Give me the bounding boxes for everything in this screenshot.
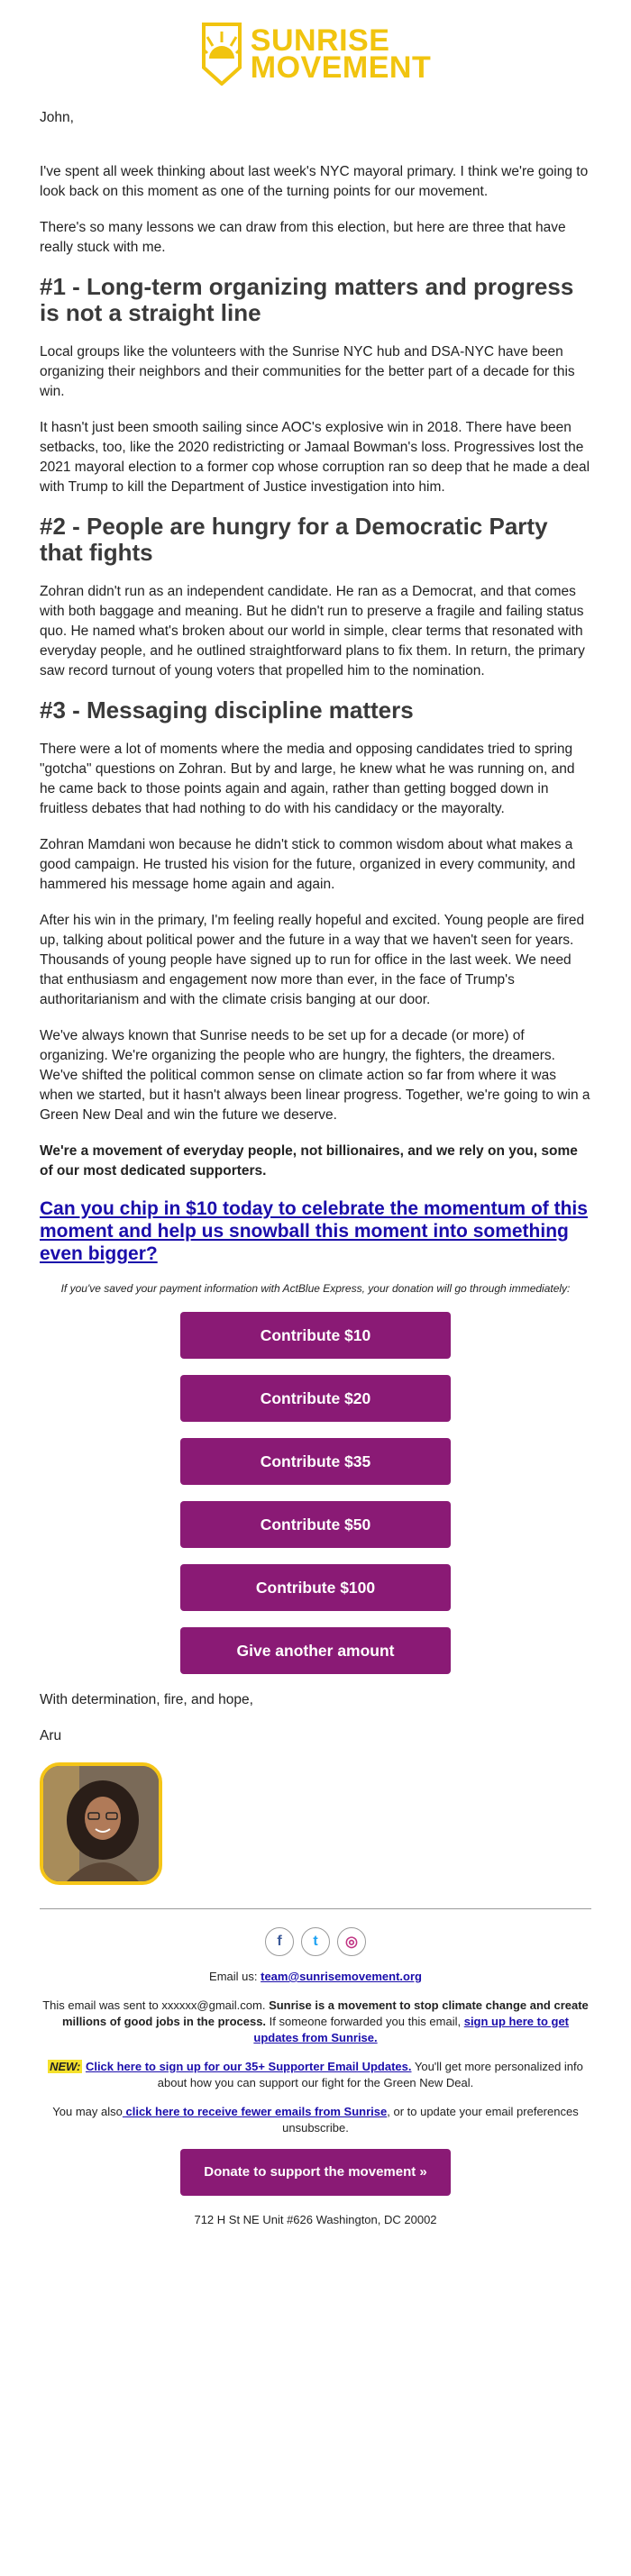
instagram-icon[interactable] — [337, 1927, 366, 1956]
section-3-paragraph: After his win in the primary, I'm feeling really hopeful and excited. Young people are fired up, talking about political power and the future in a way that we haven't seen for years. Thousands of young people have signed up to run for office in the last week. We need that enthusiasm and engagement now more than ever, in the face of Trump's authoritarianism and with the climate crisis banging at our door. — [40, 913, 585, 1007]
mission-text: Sunrise is a movement to stop climate change and create millions of good jobs in the process. — [61, 1998, 589, 2028]
header-logo[interactable] — [40, 0, 591, 108]
greeting: John, — [40, 110, 74, 125]
section-1-heading: #1 - Long-term organizing matters and progress is not a straight line — [40, 273, 574, 326]
section-3-paragraph: There were a lot of moments where the media and opposing candidates tried to spring "gotcha" questions on Zohran. But by and large, he knew what he was running on, and he came back to those points again and again, rather than getting bogged down in fruitless debates that had nothing to do with his candidacy or the mayoralty. — [40, 742, 575, 816]
signer-avatar — [40, 1762, 162, 1885]
donation-ask-link[interactable]: Can you chip in $10 today to celebrate the momentum of this moment and help us snowball this moment into something even bigger? — [40, 1198, 588, 1264]
contribute-35-button[interactable]: Contribute $35 — [180, 1438, 451, 1485]
email-body — [40, 0, 591, 2228]
supporter-updates-text: You'll get more personalized info about how you can support our fight for the Green New Deal. — [157, 2060, 583, 2089]
give-another-amount-button[interactable]: Give another amount — [180, 1627, 451, 1674]
new-badge: NEW: — [50, 2060, 81, 2073]
footer-email — [40, 1969, 591, 1985]
section-3-paragraph: Zohran Mamdani won because he didn't stick to common wisdom about what makes a good campaign. He trusted his vision for the future, organized in every community, and hammered his message home again and again. — [40, 837, 576, 892]
sent-to-text: This email was sent to xxxxxx@gmail.com. — [42, 1998, 270, 2012]
footer-fewer-emails — [40, 2104, 591, 2136]
instagram-glyph: ◎ — [345, 1934, 358, 1950]
fewer-pre-text: You may also — [52, 2105, 123, 2118]
mailing-address: 712 H St NE Unit #626 Washington, DC 20002 — [194, 2213, 437, 2226]
contribute-10-button[interactable]: Contribute $10 — [180, 1312, 451, 1359]
section-1-paragraph: Local groups like the volunteers with the Sunrise NYC hub and DSA-NYC have been organizing their neighbors and their communities for the better part of a decade for this win. — [40, 344, 575, 399]
section-2-heading: #2 - People are hungry for a Democratic Party that fights — [40, 513, 548, 566]
contribute-100-button[interactable]: Contribute $100 — [180, 1564, 451, 1611]
twitter-glyph: t — [313, 1934, 318, 1949]
email-label: Email us: — [209, 1970, 261, 1983]
section-3-heading: #3 - Messaging discipline matters — [40, 696, 414, 724]
signup-link[interactable]: sign up here to get updates from Sunrise. — [253, 2015, 570, 2044]
closing-line: With determination, fire, and hope, — [40, 1692, 253, 1707]
social-links — [40, 1927, 591, 1956]
section-2-paragraph: Zohran didn't run as an independent candidate. He ran as a Democrat, and that comes with both baggage and meaning. But he didn't run to preserve a fragile and failing status quo. He named what's broken about our world in simple, clear terms that resonated with everyday people, and he outlined straightforward plans to fix them. In return, the primary saw record turnout of young voters that propelled him to the nomination. — [40, 584, 585, 678]
fewer-post-text: , or to update your email preferences unsubscribe. — [282, 2105, 579, 2135]
fewer-emails-link[interactable]: click here to receive fewer emails from Sunrise — [122, 2105, 388, 2118]
sunrise-logo-icon — [200, 23, 243, 86]
section-1-paragraph: It hasn't just been smooth sailing since AOC's explosive win in 2018. There have been setbacks, too, like the 2020 redistricting or Jamaal Bowman's loss. Progressives lost the 2021 mayoral election to a former cop whose corruption ran so deep that he made a deal with Trump to kill the Department of Justice investigation into him. — [40, 420, 590, 495]
donate-button[interactable]: Donate to support the movement » — [180, 2149, 451, 2196]
footer-sent-to — [40, 1998, 591, 2046]
actblue-note: If you've saved your payment information with ActBlue Express, your donation will go through immediately: — [60, 1282, 571, 1295]
bold-statement: We're a movement of everyday people, not billionaires, and we rely on you, some of our most dedicated supporters. — [40, 1143, 578, 1179]
email-link[interactable]: team@sunrisemovement.org — [261, 1970, 422, 1983]
section-3-paragraph: We've always known that Sunrise needs to be set up for a decade (or more) of organizing. We're organizing the people who are hungry, the fighters, the dreamers. We've shifted the political common sense on climate action so far from where it was when we started, but it hasn't always been linear progress. Together, we're going to win a Green New Deal and win the future we deserve. — [40, 1028, 590, 1123]
facebook-glyph: f — [277, 1934, 282, 1949]
footer-divider — [40, 1908, 591, 1909]
logo-line-1: SUNRISE — [250, 23, 390, 58]
logo-wordmark — [250, 23, 432, 85]
contribute-20-button[interactable]: Contribute $20 — [180, 1375, 451, 1422]
signer-photo-icon — [43, 1766, 159, 1881]
signer-name: Aru — [40, 1728, 62, 1743]
contribute-50-button[interactable]: Contribute $50 — [180, 1501, 451, 1548]
intro-paragraph-1: I've spent all week thinking about last week's NYC mayoral primary. I think we're going to look back on this moment as one of the turning points for our movement. — [40, 164, 589, 199]
forwarded-text: If someone forwarded you this email, — [266, 2015, 464, 2028]
logo-line-2: MOVEMENT — [250, 50, 432, 85]
supporter-updates-link[interactable]: Click here to sign up for our 35+ Supporter Email Updates. — [85, 2060, 412, 2073]
facebook-icon[interactable] — [265, 1927, 294, 1956]
footer-supporter-updates — [40, 2059, 591, 2091]
intro-paragraph-2: There's so many lessons we can draw from this election, but here are three that have really stuck with me. — [40, 220, 566, 255]
twitter-icon[interactable] — [301, 1927, 330, 1956]
